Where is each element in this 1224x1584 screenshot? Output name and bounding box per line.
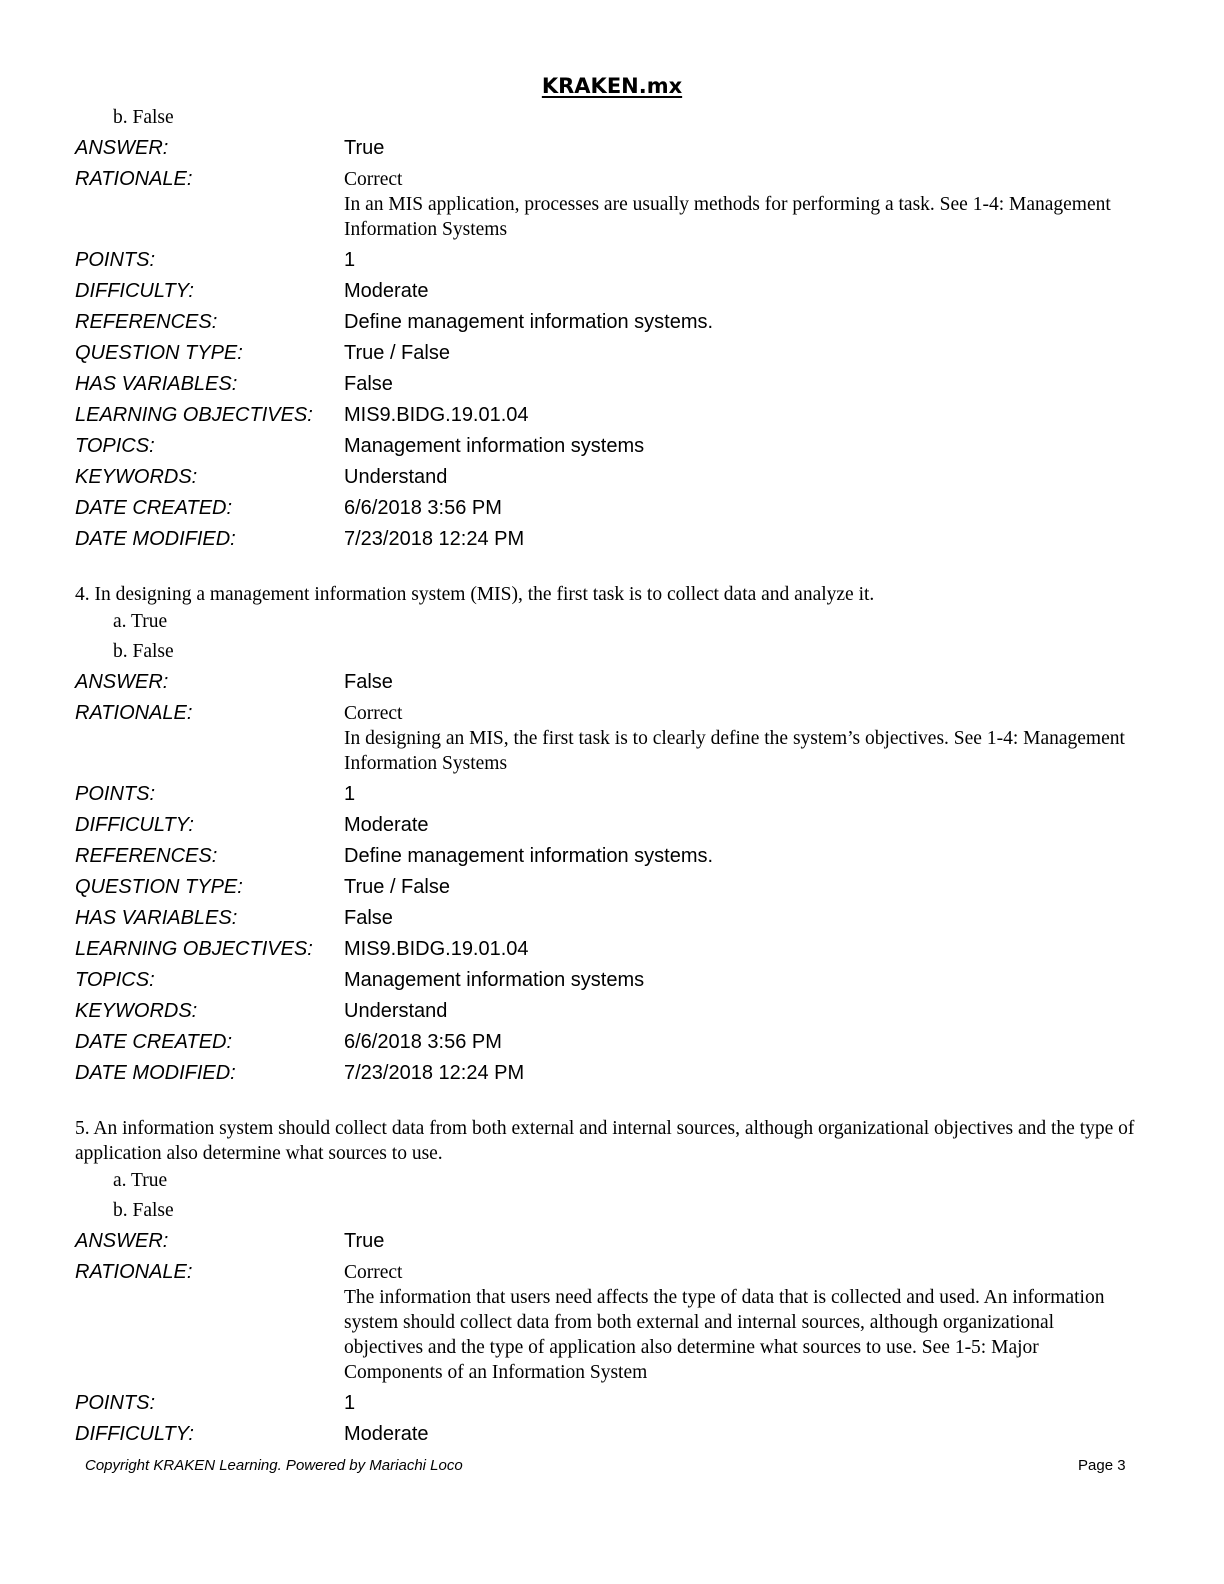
learning-objectives-label: LEARNING OBJECTIVES: [75,404,313,426]
has-variables-value: False [344,373,393,395]
question-stem: 5. An information system should collect data from both external and internal sources, although organizational objectives and the type of application also determine what sources to use. [75,1118,1135,1164]
points-value: 1 [344,783,356,805]
answer-label: ANSWER: [75,671,169,693]
option-b: b. False [113,641,174,662]
difficulty-value: Moderate [344,280,429,302]
question-metadata [75,667,1135,1089]
rationale-value [344,164,1135,245]
rationale-text: In designing an MIS, the first task is to clearly define the system’s objectives. See 1-4: Management Information Systems [344,728,1125,774]
has-variables-row [75,369,1135,400]
has-variables-row [75,903,1135,934]
date-modified-label: DATE MODIFIED: [75,1062,236,1084]
date-created-row [75,493,1135,524]
question-type-row [75,872,1135,903]
date-created-label: DATE CREATED: [75,497,233,519]
rationale-text: The information that users need affects the type of data that is collected and used. An information system should collect data from both external and internal sources, although organizational objectives and the type of application also determine what sources to use. See 1-5: Major Components of an Information System [344,1287,1105,1383]
learning-objectives-row [75,934,1135,965]
answer-row [75,1226,1135,1257]
topics-value: Management information systems [344,969,645,991]
keywords-row [75,462,1135,493]
rationale-verdict: Correct [344,169,403,190]
question-metadata [75,1226,1135,1450]
answer-value: True [344,1230,385,1252]
topics-row [75,965,1135,996]
question-metadata [75,133,1135,555]
references-row [75,307,1135,338]
rationale-value [344,698,1135,779]
date-created-row [75,1027,1135,1058]
option-a: a. True [113,1170,168,1191]
points-label: POINTS: [75,783,156,805]
rationale-verdict: Correct [344,703,403,724]
option-b: b. False [113,1200,174,1221]
topics-value: Management information systems [344,435,645,457]
keywords-row [75,996,1135,1027]
points-row [75,1388,1135,1419]
points-label: POINTS: [75,249,156,271]
date-modified-row [75,1058,1135,1089]
answer-row [75,133,1135,164]
has-variables-label: HAS VARIABLES: [75,373,238,395]
difficulty-label: DIFFICULTY: [75,814,194,836]
difficulty-row [75,1419,1135,1450]
question-type-row [75,338,1135,369]
date-modified-value: 7/23/2018 12:24 PM [344,528,525,550]
option-b: b. False [113,107,174,128]
topics-label: TOPICS: [75,969,155,991]
question-4 [75,578,1135,1089]
answer-value: False [344,671,393,693]
answer-label: ANSWER: [75,137,169,159]
points-label: POINTS: [75,1392,156,1414]
references-label: REFERENCES: [75,311,218,333]
question-3-tail [75,103,1135,555]
references-value: Define management information systems. [344,845,714,867]
answer-row [75,667,1135,698]
date-modified-row [75,524,1135,555]
document-body [75,103,1135,1450]
references-label: REFERENCES: [75,845,218,867]
difficulty-value: Moderate [344,814,429,836]
option-a: a. True [113,611,168,632]
date-created-value: 6/6/2018 3:56 PM [344,497,502,519]
keywords-value: Understand [344,1000,448,1022]
references-row [75,841,1135,872]
footer-copyright: Copyright KRAKEN Learning. Powered by Mariachi Loco [85,1457,463,1474]
points-value: 1 [344,1392,356,1414]
points-row [75,245,1135,276]
learning-objectives-value: MIS9.BIDG.19.01.04 [344,404,529,426]
rationale-verdict: Correct [344,1262,403,1283]
question-type-label: QUESTION TYPE: [75,342,243,364]
rationale-row [75,164,1135,245]
difficulty-label: DIFFICULTY: [75,280,194,302]
topics-row [75,431,1135,462]
answer-value: True [344,137,385,159]
question-5 [75,1112,1135,1450]
page-header-title: KRAKEN.mx [541,74,683,98]
date-modified-value: 7/23/2018 12:24 PM [344,1062,525,1084]
question-type-label: QUESTION TYPE: [75,876,243,898]
answer-label: ANSWER: [75,1230,169,1252]
question-type-value: True / False [344,342,450,364]
has-variables-value: False [344,907,393,929]
footer-page-number: Page 3 [1078,1457,1126,1474]
date-created-label: DATE CREATED: [75,1031,233,1053]
learning-objectives-label: LEARNING OBJECTIVES: [75,938,313,960]
keywords-label: KEYWORDS: [75,1000,198,1022]
rationale-label: RATIONALE: [75,702,193,724]
question-type-value: True / False [344,876,450,898]
rationale-row [75,1257,1135,1388]
question-stem: 4. In designing a management information system (MIS), the first task is to collect data and analyze it. [75,584,875,605]
keywords-label: KEYWORDS: [75,466,198,488]
rationale-label: RATIONALE: [75,1261,193,1283]
date-modified-label: DATE MODIFIED: [75,528,236,550]
references-value: Define management information systems. [344,311,714,333]
rationale-text: In an MIS application, processes are usually methods for performing a task. See 1-4: Management Information Systems [344,194,1111,240]
difficulty-row [75,810,1135,841]
rationale-value [344,1257,1135,1388]
has-variables-label: HAS VARIABLES: [75,907,238,929]
topics-label: TOPICS: [75,435,155,457]
rationale-label: RATIONALE: [75,168,193,190]
difficulty-label: DIFFICULTY: [75,1423,194,1445]
points-value: 1 [344,249,356,271]
points-row [75,779,1135,810]
keywords-value: Understand [344,466,448,488]
learning-objectives-row [75,400,1135,431]
learning-objectives-value: MIS9.BIDG.19.01.04 [344,938,529,960]
difficulty-row [75,276,1135,307]
difficulty-value: Moderate [344,1423,429,1445]
rationale-row [75,698,1135,779]
date-created-value: 6/6/2018 3:56 PM [344,1031,502,1053]
